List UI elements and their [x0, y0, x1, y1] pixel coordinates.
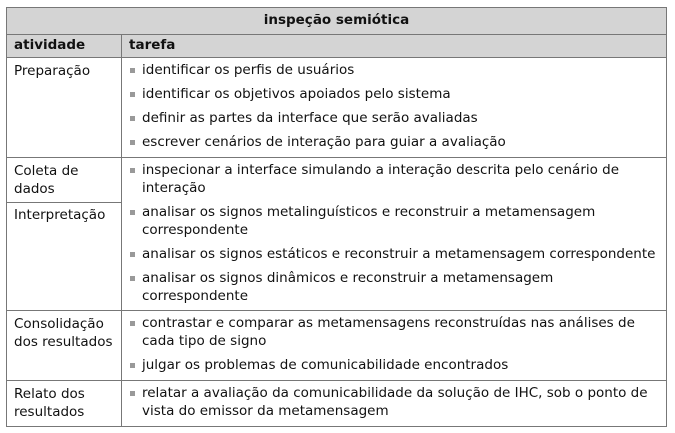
- task-cell: [122, 157, 667, 311]
- task-item: julgar os problemas de comunicabilidade encontrados: [130, 357, 662, 375]
- table-row: [7, 58, 667, 158]
- task-item: identificar os perfis de usuários: [130, 62, 662, 80]
- bullet-square-icon: [130, 363, 135, 368]
- activity-interpretation: Interpretação: [14, 206, 106, 223]
- task-item: inspecionar a interface simulando a interação descrita pelo cenário de interação: [130, 162, 662, 198]
- activity-cell: Consolidação dos resultados: [7, 311, 122, 381]
- bullet-square-icon: [130, 210, 135, 215]
- bullet-square-icon: [130, 321, 135, 326]
- bullet-square-icon: [130, 276, 135, 281]
- column-header-task: tarefa: [122, 35, 667, 58]
- task-cell: [122, 311, 667, 381]
- bullet-square-icon: [130, 252, 135, 257]
- bullet-square-icon: [130, 391, 135, 396]
- semiotic-inspection-table: [6, 7, 667, 427]
- table-row: [7, 311, 667, 381]
- bullet-square-icon: [130, 116, 135, 121]
- bullet-square-icon: [130, 68, 135, 73]
- task-item: relatar a avaliação da comunicabilidade da solução de IHC, sob o ponto de vista do emissor da metamensagem: [130, 385, 662, 421]
- bullet-square-icon: [130, 168, 135, 173]
- task-item: identificar os objetivos apoiados pelo sistema: [130, 86, 662, 104]
- task-item: contrastar e comparar as metamensagens reconstruídas nas análises de cada tipo de signo: [130, 315, 662, 351]
- task-item: escrever cenários de interação para guiar a avaliação: [130, 134, 662, 152]
- activity-cell-combined: [7, 157, 122, 311]
- column-header-activity: atividade: [7, 35, 122, 58]
- table-title: inspeção semiótica: [7, 8, 667, 35]
- bullet-square-icon: [130, 140, 135, 145]
- table-row: [7, 157, 667, 311]
- activity-collection: Coleta de dados: [14, 162, 79, 197]
- task-item: definir as partes da interface que serão avaliadas: [130, 110, 662, 128]
- table-row: [7, 381, 667, 427]
- task-cell: [122, 58, 667, 158]
- bullet-square-icon: [130, 92, 135, 97]
- activity-cell: Preparação: [7, 58, 122, 158]
- task-item: analisar os signos estáticos e reconstruir a metamensagem correspondente: [130, 246, 662, 264]
- task-cell: [122, 381, 667, 427]
- task-item: analisar os signos dinâmicos e reconstruir a metamensagem correspondente: [130, 270, 662, 306]
- task-item: analisar os signos metalinguísticos e reconstruir a metamensagem correspondente: [130, 204, 662, 240]
- activity-cell: Relato dos resultados: [7, 381, 122, 427]
